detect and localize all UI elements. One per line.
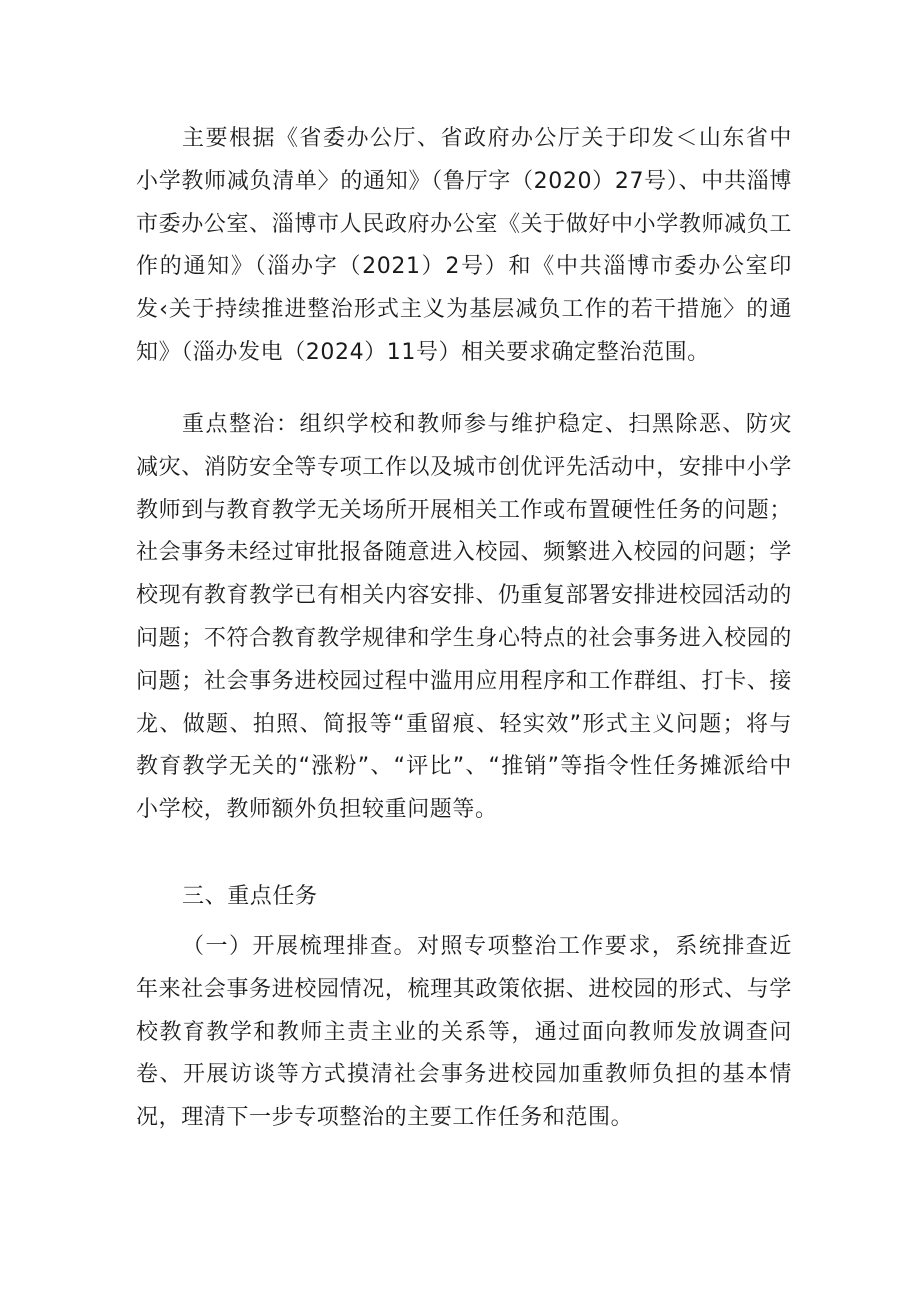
section-heading-key-tasks: 三、重点任务 [182, 884, 318, 909]
paragraph-key-rectification: 重点整治：组织学校和教师参与维护稳定、扫黑除恶、防灾减灾、消防安全等专项工作以及城市创优评先活动中，安排中小学教师到与教育教学无关场所开展相关工作或布置硬性任务的问题；社会事务未经过审批报备随意进入校园、频繁进入校园的问题；学校现有教育教学已有相关内容安排、仍重复部署安排进校园活动的问题；不符合教育教学规律和学生身心特点的社会事务进入校园的问题；社会事务进校园过程中滥用应用程序和工作群组、打卡、接龙、做题、拍照、简报等“重留痕、轻实效”形式主义问题；将与教育教学无关的“涨粉”、“评比”、“推销”等指令性任务摊派给中小学校，教师额外负担较重问题等。 [136, 412, 792, 823]
paragraph-rectification-basis: 主要根据《省委办公厅、省政府办公厅关于印发＜山东省中小学教师减负清单〉的通知》（鲁厅字（2020）27号）、中共淄博市委办公室、淄博市人民政府办公室《关于做好中小学教师减负工作的通知》（淄办字（2021）2号）和《中共淄博市委办公室印发‹关于持续推进整治形式主义为基层减负工作的若干措施〉的通知》（淄办发电（2024）11号）相关要求确定整治范围。 [136, 126, 792, 365]
paragraph-investigation: （一）开展梳理排查。对照专项整治工作要求，系统排查近年来社会事务进校园情况，梳理其政策依据、进校园的形式、与学校教育教学和教师主责主业的关系等，通过面向教师发放调查问卷、开展访谈等方式摸清社会事务进校园加重教师负担的基本情况，理清下一步专项整治的主要工作任务和范围。 [136, 934, 792, 1131]
